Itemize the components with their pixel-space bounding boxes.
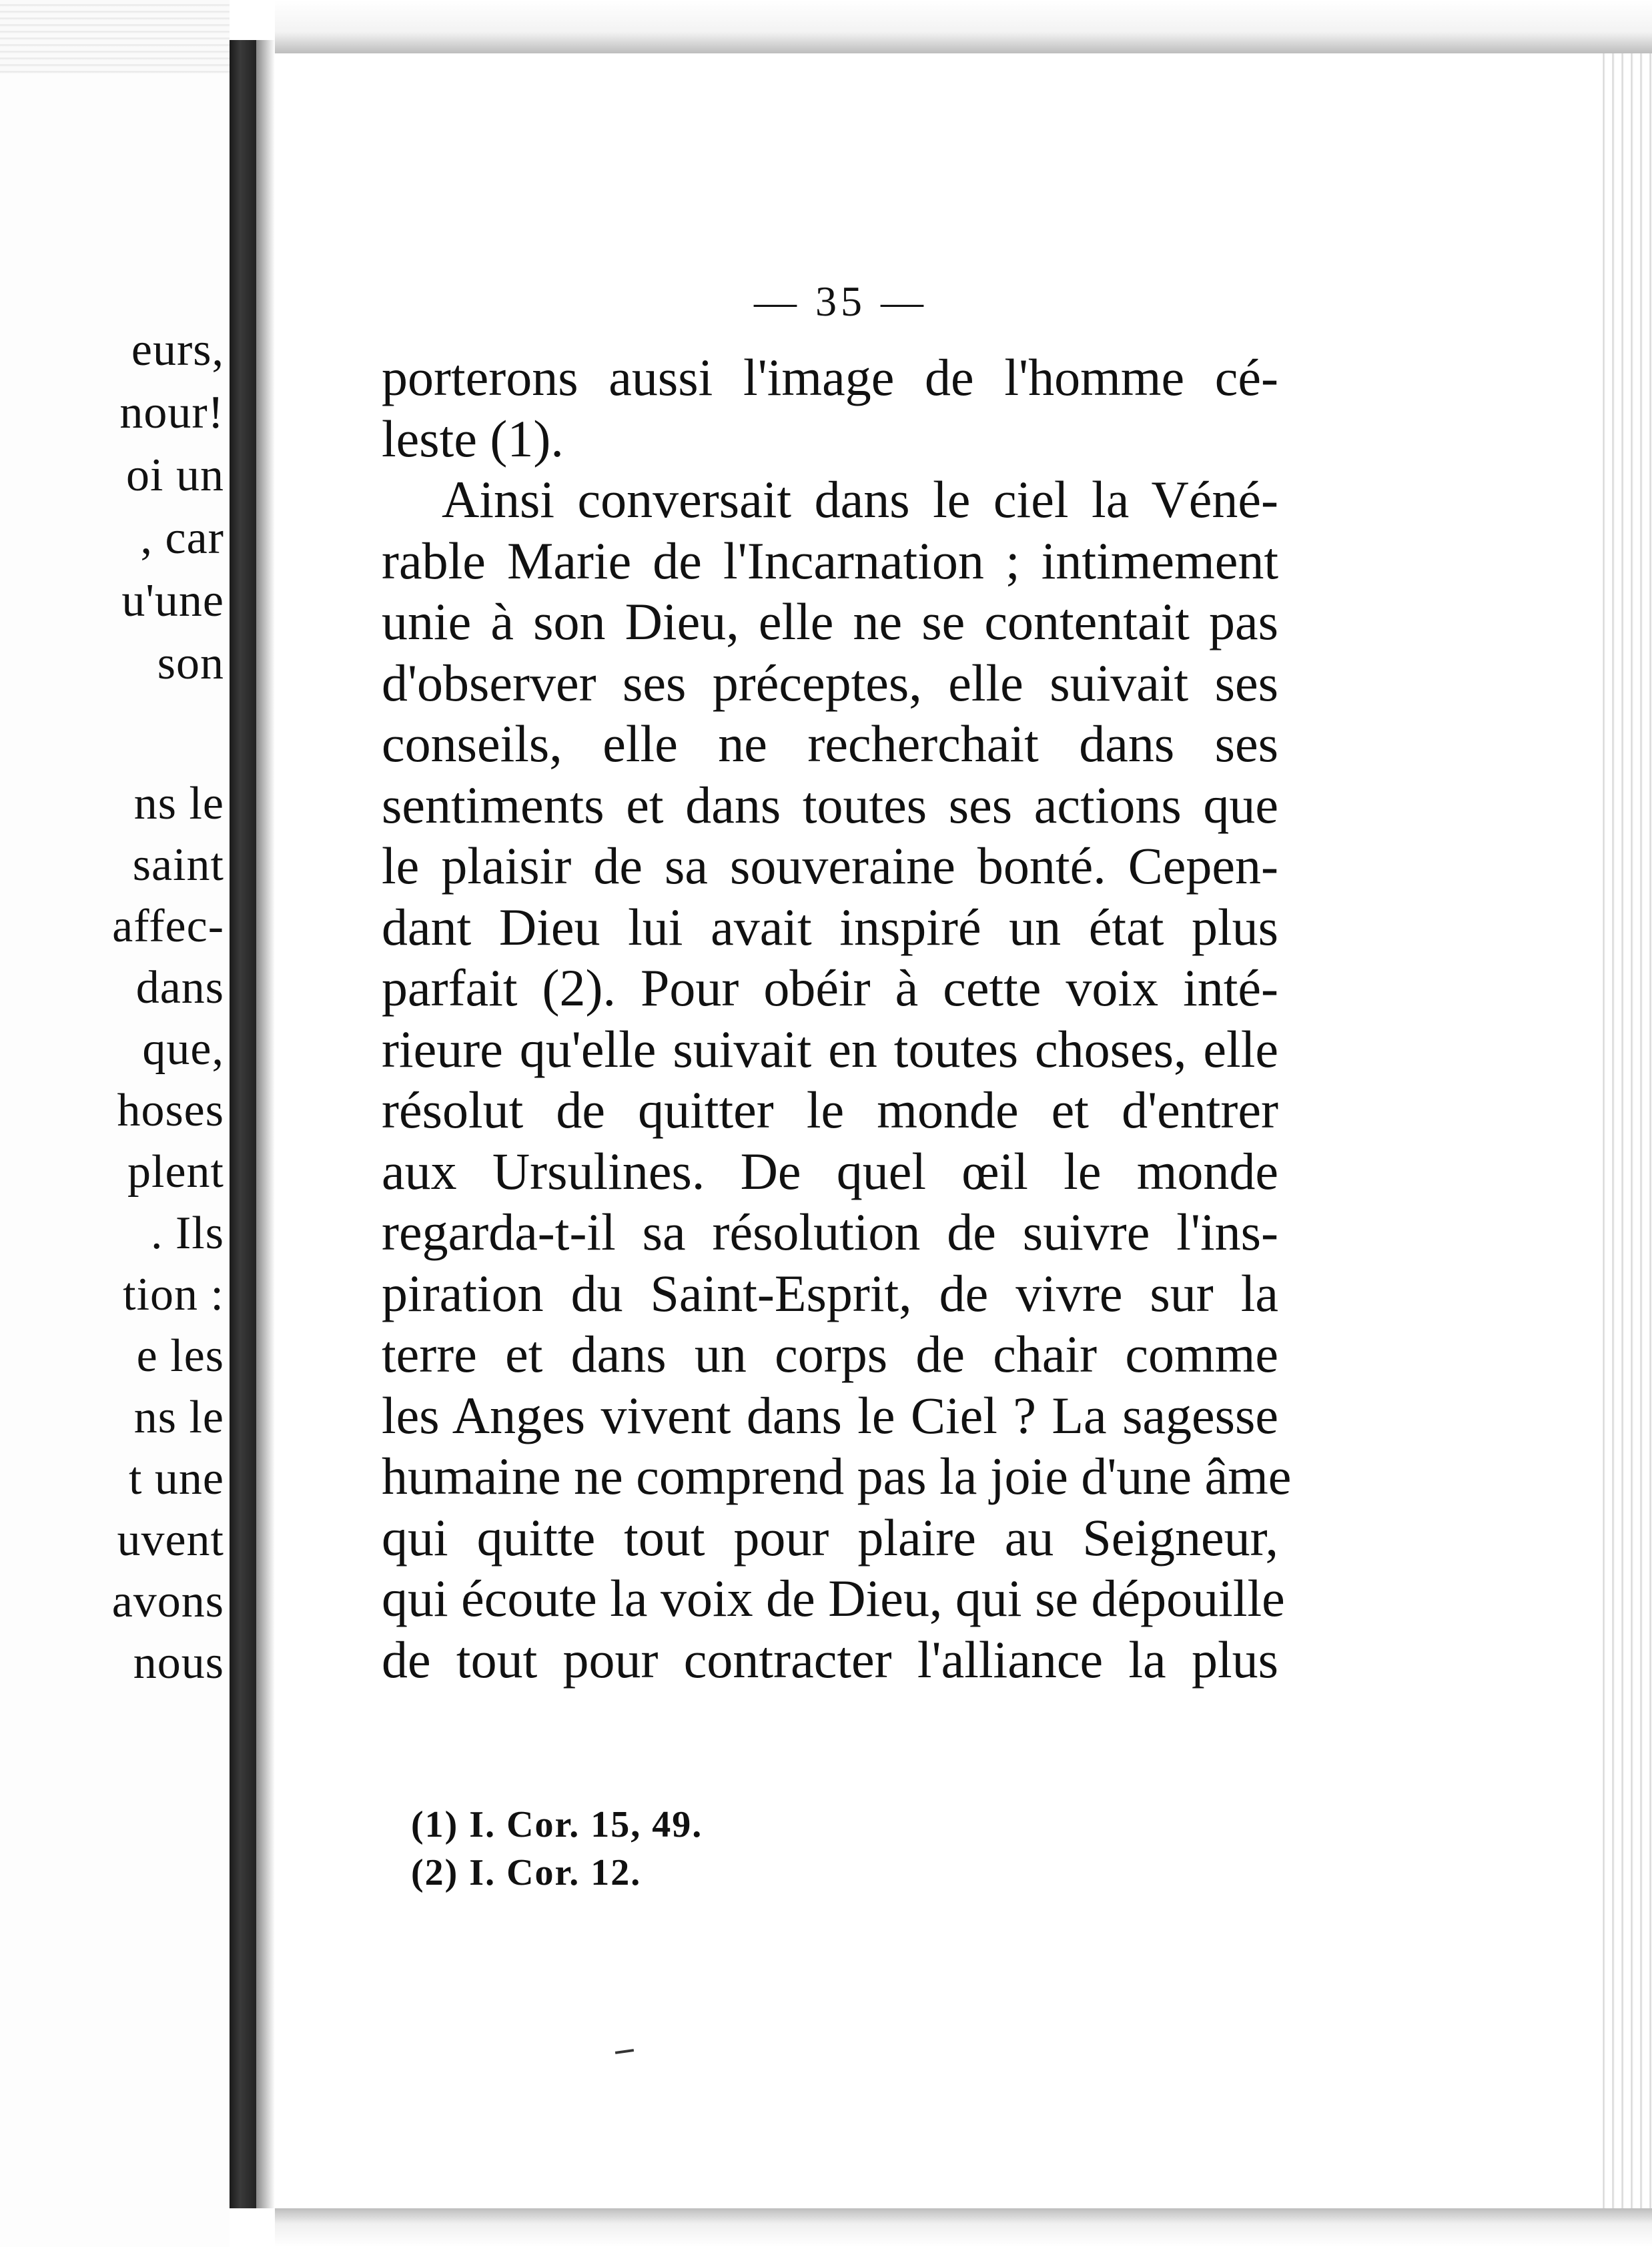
footnote: (1) I. Cor. 15, 49. bbox=[411, 1804, 703, 1845]
text-line: porterons aussi l'image de l'homme cé- bbox=[382, 348, 1278, 406]
text-line: le plaisir de sa souveraine bonté. Cepen- bbox=[382, 837, 1278, 895]
page-stack-edge bbox=[1596, 53, 1652, 2208]
left-fragment: t une bbox=[128, 1453, 224, 1504]
page-number: — 35 — bbox=[754, 278, 927, 325]
left-fragment: , car bbox=[140, 512, 224, 564]
text-line: humaine ne comprend pas la joie d'une âme bbox=[382, 1447, 1292, 1505]
left-fragment: que, bbox=[142, 1023, 224, 1075]
text-line: qui écoute la voix de Dieu, qui se dépouille bbox=[382, 1569, 1285, 1627]
left-fragment: son bbox=[157, 638, 224, 689]
gutter-shadow bbox=[256, 40, 275, 2208]
text-line: unie à son Dieu, elle ne se contentait pas bbox=[382, 592, 1278, 650]
left-fragment: affec- bbox=[112, 901, 224, 952]
text-line: sentiments et dans toutes ses actions que bbox=[382, 775, 1278, 834]
book-gutter bbox=[230, 40, 256, 2208]
footnote: (2) I. Cor. 12. bbox=[411, 1852, 642, 1893]
text-line: regarda-t-il sa résolution de suivre l'ins- bbox=[382, 1203, 1278, 1261]
left-fragment: nour! bbox=[119, 387, 224, 438]
text-line: conseils, elle ne recherchait dans ses bbox=[382, 715, 1278, 773]
left-fragment: tion : bbox=[123, 1269, 224, 1320]
left-fragment: oi un bbox=[126, 450, 224, 501]
text-line: les Anges vivent dans le Ciel ? La sagesse bbox=[382, 1386, 1278, 1444]
left-fragment: saint bbox=[132, 839, 224, 891]
text-line: terre et dans un corps de chair comme bbox=[382, 1325, 1278, 1383]
body-text bbox=[382, 347, 1292, 1690]
left-fragment: dans bbox=[135, 962, 224, 1013]
facing-page-left bbox=[0, 0, 230, 2247]
left-fragment: avons bbox=[111, 1576, 224, 1627]
left-fragment: ns le bbox=[133, 778, 224, 829]
left-page-top-edge bbox=[0, 0, 230, 73]
text-line: Ainsi conversait dans le ciel la Véné- bbox=[442, 470, 1278, 528]
left-fragment: plent bbox=[127, 1146, 224, 1198]
text-line: leste (1). bbox=[382, 409, 564, 468]
text-line: de tout pour contracter l'alliance la plus bbox=[382, 1630, 1278, 1689]
text-line: piration du Saint-Esprit, de vivre sur la bbox=[382, 1264, 1278, 1322]
left-fragment: hoses bbox=[117, 1085, 224, 1136]
page-top-edge bbox=[275, 0, 1652, 53]
left-fragment: ns le bbox=[133, 1392, 224, 1443]
left-fragment: uvent bbox=[117, 1514, 224, 1566]
left-fragment: eurs, bbox=[131, 324, 224, 376]
text-line: rieure qu'elle suivait en toutes choses, elle bbox=[382, 1019, 1278, 1078]
left-fragment: u'une bbox=[121, 575, 224, 626]
footnotes bbox=[411, 1801, 878, 1897]
left-fragment: . Ils bbox=[151, 1208, 224, 1259]
text-line: résolut de quitter le monde et d'entrer bbox=[382, 1081, 1278, 1139]
text-line: dant Dieu lui avait inspiré un état plus bbox=[382, 897, 1278, 956]
text-line: rable Marie de l'Incarnation ; intimement bbox=[382, 531, 1278, 590]
text-line: d'observer ses préceptes, elle suivait ses bbox=[382, 653, 1278, 712]
text-line: aux Ursulines. De quel œil le monde bbox=[382, 1142, 1278, 1200]
text-line: qui quitte tout pour plaire au Seigneur, bbox=[382, 1508, 1278, 1566]
text-line: parfait (2). Pour obéir à cette voix inté- bbox=[382, 959, 1278, 1017]
left-fragment: e les bbox=[136, 1330, 224, 1382]
left-fragment: nous bbox=[133, 1637, 224, 1689]
page-bottom-edge bbox=[275, 2208, 1652, 2247]
